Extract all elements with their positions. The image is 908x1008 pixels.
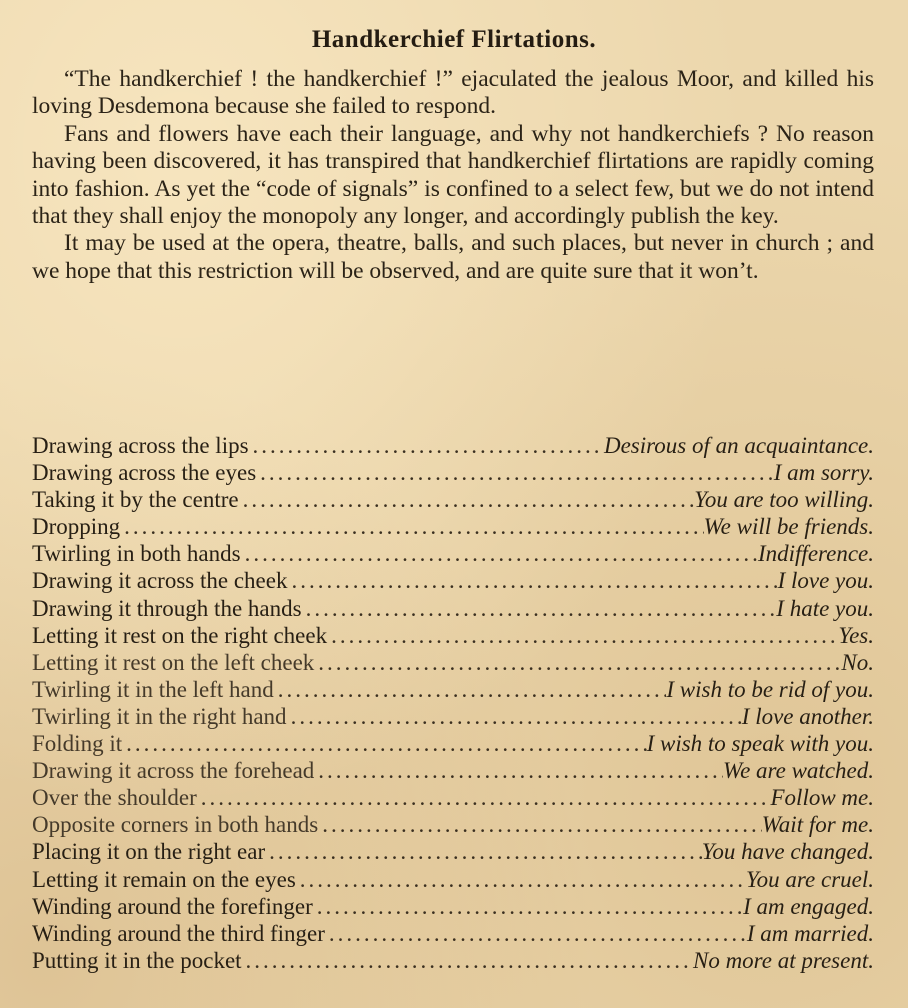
signal-row [32, 567, 874, 594]
signal-action: Twirling it in the left hand [32, 676, 274, 702]
signal-meaning: Indifference. [757, 541, 874, 567]
signal-meaning: I hate you. [776, 595, 874, 621]
signal-meaning: I wish to speak with you. [646, 731, 874, 757]
signal-meaning: Desirous of an acquaintance. [603, 433, 874, 458]
leader-dots [314, 757, 723, 784]
signal-row [32, 866, 874, 893]
signal-row [32, 703, 874, 730]
signal-meaning: You have changed. [701, 839, 874, 865]
leader-dots [122, 730, 646, 757]
leader-dots [325, 920, 747, 947]
signal-row [32, 757, 874, 784]
signal-row [32, 486, 874, 513]
leader-dots [318, 811, 762, 838]
signal-action: Opposite corners in both hands [32, 812, 319, 838]
signal-row [32, 893, 874, 920]
signal-row [32, 811, 874, 838]
signal-action: Winding around the forefinger [32, 893, 313, 919]
signal-meaning: You are cruel. [746, 866, 874, 892]
leader-dots [296, 866, 746, 893]
intro-paragraph: It may be used at the opera, theatre, balls, and such places, but never in church ; and we hope that this restriction will be observed, and are quite sure that it won’t. [32, 230, 874, 284]
signal-action: Over the shoulder [32, 785, 197, 811]
signal-action: Putting it in the pocket [32, 947, 242, 973]
signal-row [32, 513, 874, 540]
leader-dots [197, 784, 771, 811]
signal-row [32, 540, 874, 567]
signal-action: Twirling in both hands [32, 541, 241, 567]
leader-dots [287, 567, 777, 594]
signal-meaning: We are watched. [723, 758, 874, 784]
signal-row [32, 459, 874, 486]
leader-dots [265, 838, 702, 865]
signal-meaning: No more at present. [692, 947, 874, 973]
signal-action: Twirling it in the right hand [32, 703, 287, 729]
leader-dots [274, 676, 667, 703]
signal-row [32, 622, 874, 649]
signal-meaning: You are too willing. [694, 487, 874, 513]
intro-text [32, 66, 874, 285]
intro-paragraph: “The handkerchief ! the handkerchief !” ejaculated the jealous Moor, and killed his loving Desdemona because she failed to respond. [32, 66, 874, 120]
signal-action: Winding around the third finger [32, 920, 325, 946]
signal-meaning: No. [841, 649, 874, 675]
page-title: Handkerchief Flirtations. [311, 26, 597, 53]
signal-action: Placing it on the right ear [32, 839, 266, 865]
signal-row [32, 432, 874, 459]
signal-meaning: We will be friends. [703, 514, 874, 540]
signal-row [32, 784, 874, 811]
leader-dots [241, 540, 758, 567]
signal-meaning: I love another. [741, 703, 874, 729]
signal-action: Taking it by the centre [32, 487, 239, 513]
signal-row [32, 730, 874, 757]
signal-action: Drawing across the lips [32, 433, 249, 458]
signal-action: Folding it [32, 731, 123, 757]
signal-meaning: I am engaged. [743, 893, 874, 919]
signal-action: Dropping [32, 514, 121, 540]
leader-dots [327, 622, 838, 649]
leader-dots [313, 893, 743, 920]
signal-meaning: I am sorry. [773, 460, 874, 486]
signal-action: Drawing it across the cheek [32, 568, 288, 594]
signal-meaning: Follow me. [770, 785, 874, 811]
leader-dots [314, 649, 841, 676]
signal-action: Letting it rest on the right cheek [32, 622, 328, 648]
signal-action: Drawing across the eyes [32, 460, 257, 486]
signal-action: Letting it rest on the left cheek [32, 649, 315, 675]
leader-dots [256, 459, 774, 486]
signal-row [32, 920, 874, 947]
signal-meaning: Yes. [838, 622, 874, 648]
leader-dots [287, 703, 742, 730]
signal-row [32, 947, 874, 974]
signal-row [32, 595, 874, 622]
signal-meaning: Wait for me. [761, 812, 874, 838]
leader-dots [249, 432, 604, 459]
signal-row [32, 649, 874, 676]
signal-meaning: I love you. [777, 568, 874, 594]
signal-action: Drawing it through the hands [32, 595, 302, 621]
signal-meaning: I am married. [746, 920, 874, 946]
signal-list [32, 432, 874, 974]
leader-dots [120, 513, 703, 540]
intro-paragraph: Fans and flowers have each their language, and why not handkerchiefs ? No reason having been discovered, it has transpired that handkerchief flirtations are rapidly coming into fashion. As yet the “code of signals” is confined to a select few, but we do not intend that they shall enjoy the monopoly any longer, and accordingly publish the key. [32, 120, 874, 230]
signal-row [32, 838, 874, 865]
leader-dots [239, 486, 695, 513]
signal-action: Drawing it across the forehead [32, 758, 315, 784]
signal-action: Letting it remain on the eyes [32, 866, 296, 892]
signal-meaning: I wish to be rid of you. [666, 676, 874, 702]
signal-row [32, 676, 874, 703]
leader-dots [242, 947, 693, 974]
leader-dots [302, 595, 777, 622]
